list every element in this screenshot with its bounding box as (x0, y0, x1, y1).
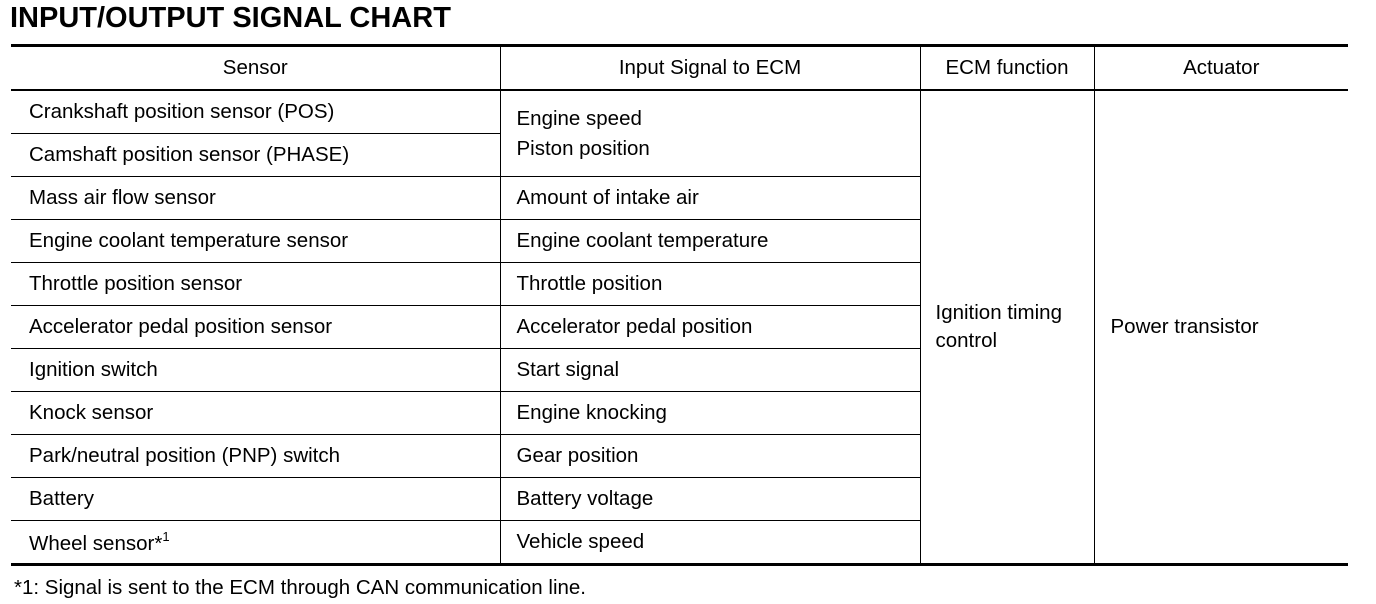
sensor-cell (11, 521, 500, 565)
sensor-cell: Knock sensor (11, 392, 500, 435)
ecm-function-line: Ignition timing (935, 301, 1062, 324)
input-signal-cell (500, 90, 920, 177)
header-input-signal: Input Signal to ECM (500, 46, 920, 91)
ecm-function-line: control (935, 329, 998, 352)
actuator-cell: Power transistor (1094, 90, 1348, 565)
footnote: *1: Signal is sent to the ECM through CAN communication line. (14, 576, 586, 599)
ecm-function-cell (920, 90, 1094, 565)
header-sensor: Sensor (11, 46, 500, 91)
sensor-cell: Ignition switch (11, 349, 500, 392)
table-header-row (11, 46, 1348, 91)
sensor-cell: Park/neutral position (PNP) switch (11, 435, 500, 478)
input-signal-cell: Battery voltage (500, 478, 920, 521)
input-signal-line: Piston position (516, 136, 650, 160)
sensor-label: Wheel sensor* (29, 531, 163, 555)
sensor-cell: Battery (11, 478, 500, 521)
sensor-cell: Engine coolant temperature sensor (11, 220, 500, 263)
input-signal-line: Engine speed (516, 106, 642, 130)
input-signal-cell: Engine knocking (500, 392, 920, 435)
sensor-cell: Throttle position sensor (11, 263, 500, 306)
input-signal-cell: Accelerator pedal position (500, 306, 920, 349)
header-ecm-function: ECM function (920, 46, 1094, 91)
header-actuator: Actuator (1094, 46, 1348, 91)
chart-title: INPUT/OUTPUT SIGNAL CHART (10, 2, 451, 34)
sensor-cell: Camshaft position sensor (PHASE) (11, 134, 500, 177)
input-signal-cell: Amount of intake air (500, 177, 920, 220)
signal-chart-table (11, 44, 1348, 566)
input-signal-cell: Throttle position (500, 263, 920, 306)
sensor-cell: Crankshaft position sensor (POS) (11, 90, 500, 134)
input-signal-cell: Start signal (500, 349, 920, 392)
input-signal-cell: Gear position (500, 435, 920, 478)
sensor-cell: Mass air flow sensor (11, 177, 500, 220)
sensor-cell: Accelerator pedal position sensor (11, 306, 500, 349)
input-signal-cell: Vehicle speed (500, 521, 920, 565)
input-signal-cell: Engine coolant temperature (500, 220, 920, 263)
footnote-marker: 1 (162, 528, 170, 544)
table-row (11, 90, 1348, 134)
